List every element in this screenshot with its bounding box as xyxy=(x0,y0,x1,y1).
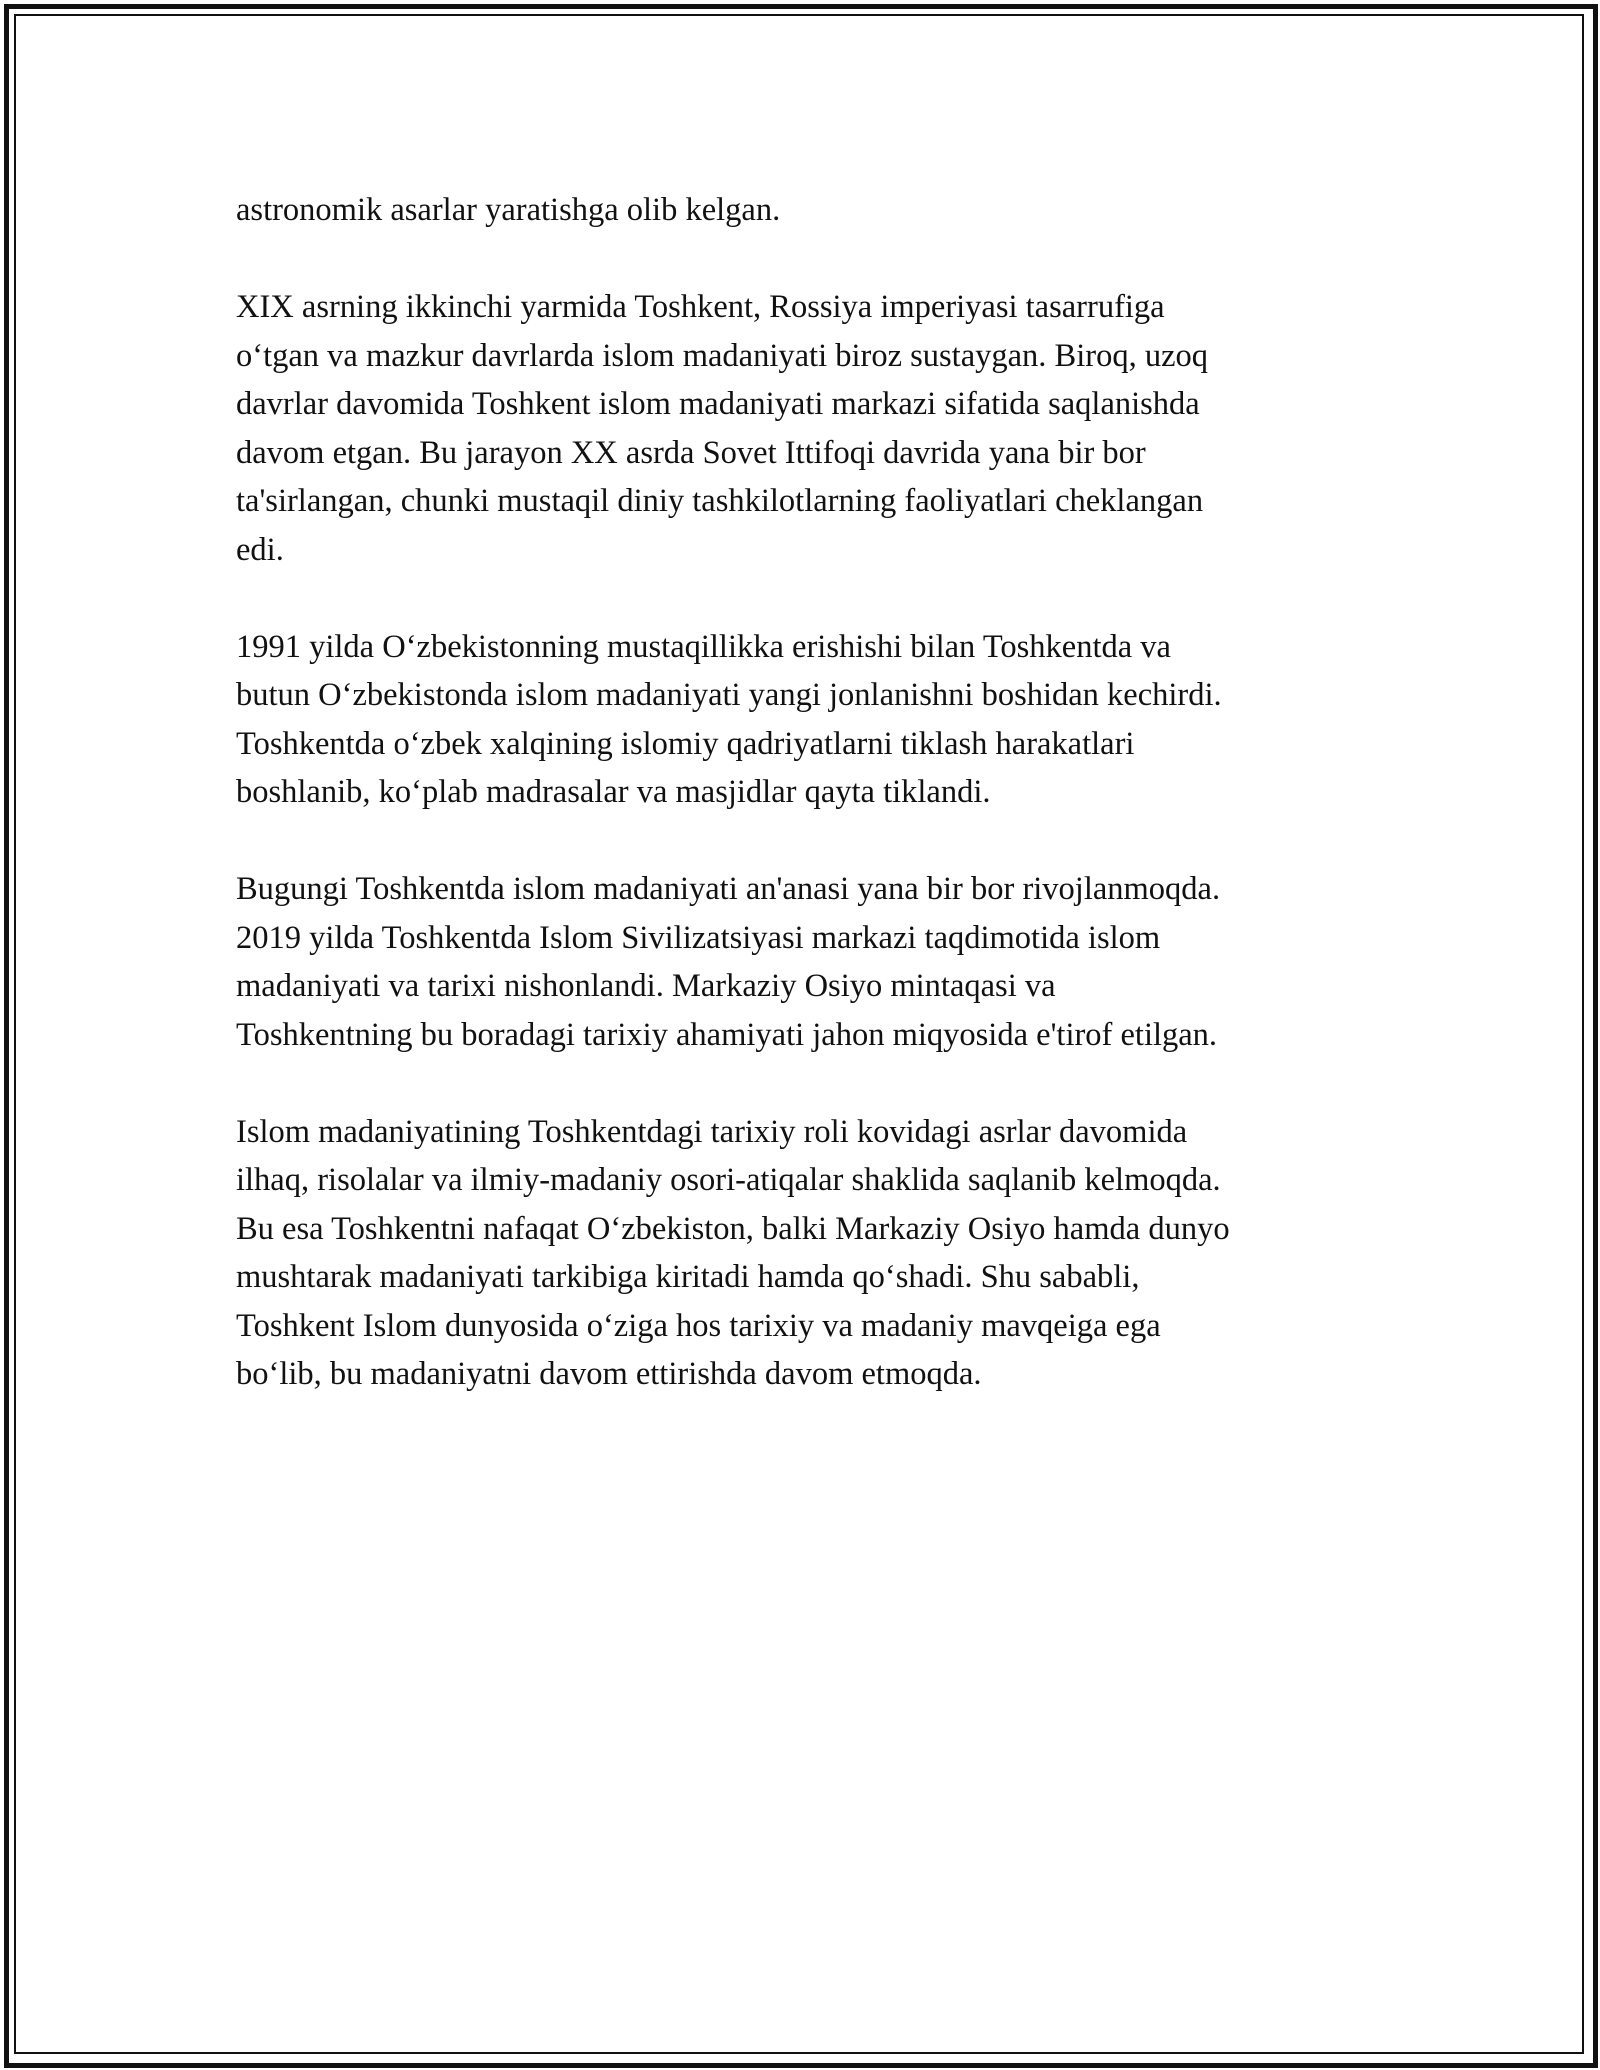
paragraph-3: 1991 yilda O‘zbekistonning mustaqillikka erishishi bilan Toshkentda va butun O‘zbekistonda islom madaniyati yangi jonlanishni boshidan kechirdi. Toshkentda o‘zbek xalqining islomiy qadriyatlarni tiklash harakatlari boshlanib, ko‘plab madrasalar va masjidlar qayta tiklandi. xyxy=(236,628,1222,810)
paragraph-4: Bugungi Toshkentda islom madaniyati an'anasi yana bir bor rivojlanmoqda. 2019 yilda Toshkentda Islom Sivilizatsiyasi markazi taqdimotida islom madaniyati va tarixi nishonlandi. Markaziy Osiyo mintaqasi va Toshkentning bu boradagi tarixiy ahamiyati jahon miqyosida e'tirof etilgan. xyxy=(236,871,1221,1053)
document-body xyxy=(236,186,1386,1447)
paragraph-5: Islom madaniyatining Toshkentdagi tarixiy roli kovidagi asrlar davomida ilhaq, risolalar va ilmiy-madaniy osori-atiqalar shaklida saqlanib kelmoqda. Bu esa Toshkentni nafaqat O‘zbekiston, balki Markaziy Osiyo hamda dunyo mushtarak madaniyati tarkibiga kiritadi hamda qo‘shadi. Shu sababli, Toshkent Islom dunyosida o‘ziga hos tarixiy va madaniy mavqeiga ega bo‘lib, bu madaniyatni davom ettirishda davom etmoqda. xyxy=(236,1113,1230,1392)
paragraph-2: XIX asrning ikkinchi yarmida Toshkent, Rossiya imperiyasi tasarrufiga o‘tgan va mazkur davrlarda islom madaniyati biroz sustaygan. Biroq, uzoq davrlar davomida Toshkent islom madaniyati markazi sifatida saqlanishda davom etgan. Bu jarayon XX asrda Sovet Ittifoqi davrida yana bir bor ta'sirlangan, chunki mustaqil diniy tashkilotlarning faoliyatlari cheklangan edi. xyxy=(236,289,1209,568)
paragraph-1: astronomik asarlar yaratishga olib kelgan. xyxy=(236,192,781,228)
